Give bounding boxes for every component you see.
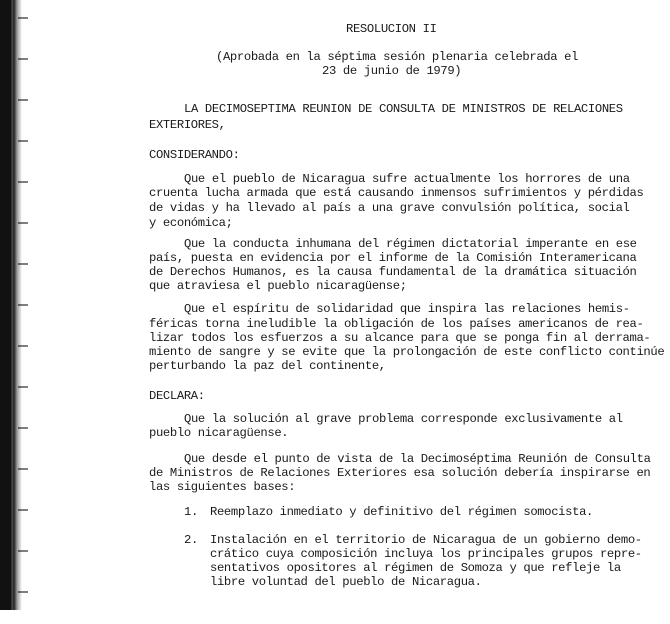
considerando-1-line-2: cruenta lucha armada que está causando inmensos sufrimientos y pérdidas <box>149 186 644 200</box>
declara-2-line-1: Que desde el punto de vista de la Decimoséptima Reunión de Consulta <box>184 452 651 466</box>
subtitle-line-1: (Aprobada en la séptima sesión plenaria celebrada el <box>216 50 579 64</box>
considerando-3-line-5: perturbando la paz del continente, <box>149 359 386 373</box>
subtitle-line-2: 23 de junio de 1979) <box>322 64 462 78</box>
base-2-line-4: libre voluntad del pueblo de Nicaragua. <box>210 575 482 589</box>
intro-line-2: EXTERIORES, <box>149 118 226 132</box>
considerando-3-line-1: Que el espíritu de solidaridad que inspira las relaciones hemis- <box>184 302 630 316</box>
declara-heading: DECLARA: <box>149 389 205 403</box>
considerando-2-line-2: país, puesta en evidencia por el informe de la Comisión Interamericana <box>149 251 637 265</box>
considerando-2-line-3: de Derechos Humanos, es la causa fundamental de la dramática situación <box>149 265 637 279</box>
considerando-3-line-4: miento de sangre y se evite que la prolongación de este conflicto continúe <box>149 345 665 359</box>
base-1-line-1: Reemplazo inmediato y definitivo del régimen somocista. <box>210 505 594 519</box>
declara-1-line-2: pueblo nicaragüense. <box>149 426 289 440</box>
base-2-line-3: sentativos opositores al régimen de Somoza y que refleje la <box>210 561 621 575</box>
considerando-2-line-1: Que la conducta inhumana del régimen dictatorial imperante en ese <box>184 237 637 251</box>
considerando-3-line-2: féricas torna ineludible la obligación de los países americanos de rea- <box>149 317 644 331</box>
base-2-line-2: crático cuya composición incluya los principales grupos repre- <box>210 547 642 561</box>
resolution-title: RESOLUCION II <box>346 22 437 36</box>
considerando-1-line-1: Que el pueblo de Nicaragua sufre actualmente los horrores de una <box>184 172 630 186</box>
base-2-line-1: Instalación en el territorio de Nicaragua de un gobierno demo- <box>210 533 642 547</box>
declara-2-line-2: de Ministros de Relaciones Exteriores esa solución debería inspirarse en <box>149 466 651 480</box>
considerando-1-line-3: de vidas y ha llevado al país a una grave convulsión política, social <box>149 201 630 215</box>
base-1-number: 1. <box>184 505 198 519</box>
declara-2-line-3: las siguientes bases: <box>149 480 296 494</box>
base-2-number: 2. <box>184 533 198 547</box>
intro-line-1: LA DECIMOSEPTIMA REUNION DE CONSULTA DE MINISTROS DE RELACIONES <box>184 102 623 116</box>
considerando-3-line-3: lizar todos los esfuerzos a su alcance para que se ponga fin al derrama- <box>149 331 651 345</box>
considerando-1-line-4: y económica; <box>149 216 233 230</box>
considerando-2-line-4: que atraviesa el pueblo nicaragüense; <box>149 279 407 293</box>
declara-1-line-1: Que la solución al grave problema corresponde exclusivamente al <box>184 412 623 426</box>
considerando-heading: CONSIDERANDO: <box>149 148 240 162</box>
